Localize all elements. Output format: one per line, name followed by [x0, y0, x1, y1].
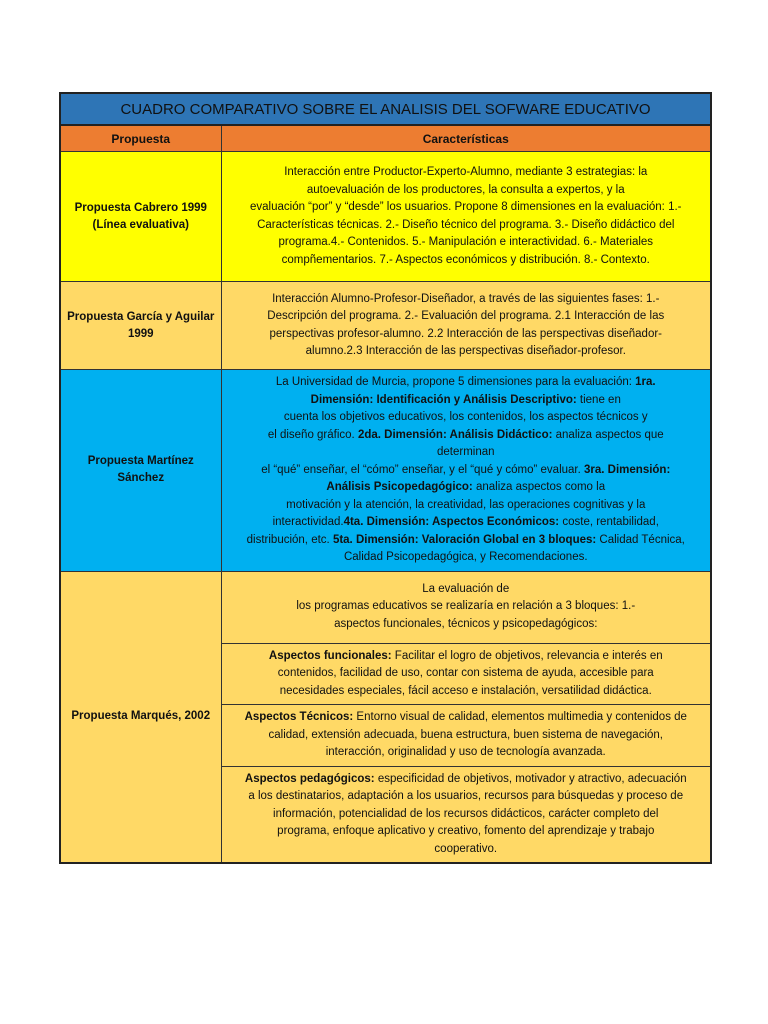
bold-run: Aspectos funcionales: [268, 649, 392, 662]
bold-run: 3ra. Dimensión: [584, 463, 671, 476]
desc-martinez [221, 370, 711, 572]
table-title: CUADRO COMPARATIVO SOBRE EL ANALISIS DEL SOFWARE EDUCATIVO [60, 93, 711, 125]
text-run: La Universidad de Murcia, propone 5 dimensiones para la evaluación: [275, 376, 636, 388]
desc-line: Calidad Psicopedagógica, y Recomendaciones. [343, 551, 588, 563]
desc-line [230, 514, 703, 532]
desc-line [230, 479, 703, 497]
label-line: Propuesta Cabrero 1999 [74, 201, 207, 214]
desc-line: contenidos, facilidad de uso, contar con sistema de ayuda, accesible para [277, 667, 654, 679]
desc-line: compñementarios. 7.- Aspectos económicos y distribución. 8.- Contexto. [281, 253, 650, 266]
bold-run: Análisis Psicopedagógico: [326, 481, 473, 493]
label-marques: Propuesta Marqués, 2002 [60, 571, 221, 863]
label-line: Sánchez [117, 472, 165, 485]
desc-line: Interacción Alumno-Profesor-Diseñador, a través de las siguientes fases: 1.- [272, 292, 660, 305]
bold-run: Aspectos Técnicos: [244, 711, 354, 723]
label-cabrero [60, 152, 221, 282]
desc-line: cooperativo. [434, 842, 498, 855]
desc-pedagogicos [221, 766, 711, 863]
desc-funcionales [221, 643, 711, 705]
bold-run: 5ta. Dimensión: Valoración Global en 3 bloques: [332, 533, 597, 546]
desc-line: Interacción entre Productor-Experto-Alumno, mediante 3 estrategias: la [284, 166, 648, 178]
text-run: distribución, etc. [246, 533, 333, 546]
row-cabrero [60, 152, 711, 282]
desc-line: evaluación “por” y “desde” los usuarios. Propone 8 dimensiones en la evaluación: 1.- [250, 201, 682, 213]
bold-run: 1ra. [635, 376, 656, 388]
text-run: interactividad. [272, 516, 344, 528]
row-martinez [60, 370, 711, 572]
desc-garcia [221, 282, 711, 370]
desc-line: interacción, originalidad y uso de tecnología avanzada. [325, 746, 606, 758]
text-run: coste, rentabilidad, [559, 516, 659, 528]
text-run: Entorno visual de calidad, elementos multimedia y contenidos de [353, 711, 687, 723]
desc-line: necesidades especiales, fácil acceso e instalación, versatilidad didáctica. [279, 684, 652, 697]
desc-line: perspectivas profesor-alumno. 2.2 Interacción de las perspectivas diseñador- [269, 327, 662, 340]
desc-line: calidad, extensión adecuada, buena estructura, buen sistema de navegación, [268, 728, 663, 741]
desc-tecnicos [221, 705, 711, 767]
comparison-sheet [59, 92, 710, 864]
bold-run: 4ta. Dimensión: Aspectos Económicos: [343, 516, 560, 528]
desc-line [230, 427, 703, 445]
desc-line: alumno.2.3 Interacción de las perspectivas diseñador-profesor. [305, 345, 626, 357]
desc-line [230, 462, 703, 480]
bold-run: 2da. Dimensión: Análisis Didáctico: [357, 428, 553, 441]
desc-line [230, 532, 703, 550]
desc-line [230, 709, 703, 727]
desc-line: aspectos funcionales, técnicos y psicopedagógicos: [334, 617, 598, 630]
desc-line: a los destinatarios, adaptación a los usuarios, recursos para búsquedas y proceso de [248, 790, 684, 802]
text-run: especificidad de objetivos, motivador y atractivo, adecuación [374, 772, 687, 785]
label-garcia [60, 282, 221, 370]
desc-line: Características técnicas. 2.- Diseño técnico del programa. 3.- Diseño didáctico del [257, 218, 675, 231]
bold-run: Aspectos pedagógicos: [244, 772, 375, 785]
text-run: analiza aspectos como la [472, 481, 606, 493]
row-marques-intro [60, 571, 711, 643]
desc-line [230, 374, 703, 392]
bold-run: Dimensión: Identificación y Análisis Descriptivo: [310, 393, 577, 406]
desc-line: programa, enfoque aplicativo y creativo, fomento del aprendizaje y trabajo [277, 825, 655, 837]
desc-line: Descripción del programa. 2.- Evaluación del programa. 2.1 Interacción de las [267, 310, 665, 322]
desc-line [230, 771, 703, 789]
text-run: Calidad Técnica, [596, 533, 685, 546]
label-line: Propuesta Martínez [87, 455, 194, 468]
desc-line: programa.4.- Contenidos. 5.- Manipulación e interactividad. 6.- Materiales [278, 236, 654, 248]
desc-line: motivación y la atención, la creatividad, las operaciones cognitivas y la [286, 498, 646, 511]
header-propuesta: Propuesta [60, 125, 221, 152]
desc-cabrero [221, 152, 711, 282]
desc-line: los programas educativos se realizaría en relación a 3 bloques: 1.- [296, 600, 636, 613]
desc-line [230, 648, 703, 666]
text-run: tiene en [576, 393, 621, 406]
label-line: (Línea evaluativa) [92, 218, 189, 231]
header-caracteristicas: Características [221, 125, 711, 152]
desc-marques-intro [221, 571, 711, 643]
desc-line: autoevaluación de los productores, la consulta a expertos, y la [306, 183, 625, 196]
label-line: Propuesta García y Aguilar [67, 310, 215, 323]
text-run: Facilitar el logro de objetivos, relevancia e interés en [391, 649, 663, 662]
comparison-table [59, 92, 712, 864]
text-run: analiza aspectos que [552, 428, 664, 441]
label-line: 1999 [127, 327, 154, 340]
desc-line: cuenta los objetivos educativos, los contenidos, los aspectos técnicos y [283, 411, 648, 423]
text-run: el diseño gráfico. [267, 428, 358, 441]
label-martinez [60, 370, 221, 572]
desc-line [230, 392, 703, 410]
desc-line: información, potencialidad de los recursos didácticos, carácter completo del [273, 807, 659, 820]
desc-line: La evaluación de [422, 582, 510, 595]
row-garcia [60, 282, 711, 370]
text-run: el “qué” enseñar, el “cómo” enseñar, y el “qué y cómo” evaluar. [261, 463, 585, 476]
desc-line: determinan [436, 446, 495, 458]
